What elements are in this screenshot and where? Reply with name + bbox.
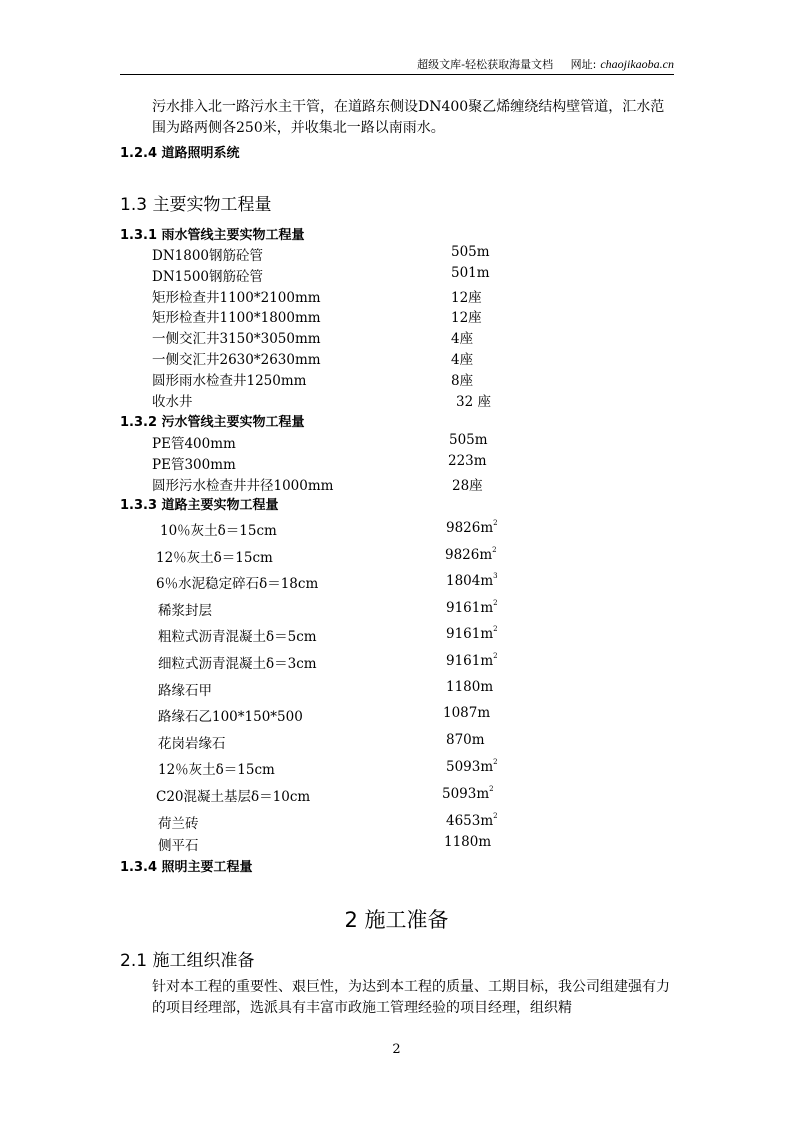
quantity-value: 28座 <box>452 477 483 494</box>
item-quantity <box>446 572 498 589</box>
item-name: 稀浆封层 <box>158 602 212 619</box>
item-name: 12％灰土δ＝15cm <box>158 762 275 779</box>
page-number: 2 <box>392 1042 401 1057</box>
quantity-value: 9161m <box>446 599 494 616</box>
item-quantity <box>449 432 488 448</box>
unit-superscript: 2 <box>493 625 498 634</box>
page-header <box>120 56 674 75</box>
item-name: 粗粒式沥青混凝土δ＝5cm <box>158 629 317 646</box>
item-name: 花岗岩缘石 <box>158 735 226 752</box>
quantity-value: 870m <box>446 731 485 748</box>
unit-superscript: 2 <box>489 785 494 793</box>
item-name: 矩形检查井1100*1800mm <box>152 310 321 327</box>
quantity-value: 5093m <box>442 786 490 802</box>
item-quantity <box>446 519 498 536</box>
item-quantity <box>448 453 487 469</box>
quantity-value: 4座 <box>451 331 474 348</box>
quantity-value: 9161m <box>446 626 494 643</box>
item-quantity <box>446 652 498 669</box>
item-name: 细粒式沥青混凝土δ＝3cm <box>158 656 317 672</box>
quantity-value: 1804m <box>446 573 494 590</box>
item-quantity <box>451 327 473 347</box>
quantity-value: 501m <box>451 264 490 281</box>
item-name: 荷兰砖 <box>158 815 199 832</box>
item-name: PE管400mm <box>152 436 236 452</box>
item-quantity <box>445 546 497 563</box>
quantity-value: 505m <box>449 432 488 448</box>
item-name: 6％水泥稳定碎石δ＝18cm <box>156 576 319 593</box>
item-quantity <box>451 244 490 260</box>
unit-superscript: 2 <box>493 519 498 527</box>
item-quantity <box>446 812 498 829</box>
item-quantity <box>446 625 498 642</box>
item-name: 一侧交汇井3150*3050mm <box>152 331 321 348</box>
quantity-value: 32 座 <box>456 393 491 410</box>
unit-superscript: 2 <box>493 758 498 767</box>
section-1-3-2-heading: 1.3.2 污水管线主要实物工程量 <box>120 415 305 430</box>
item-name: 路缘石甲 <box>158 682 212 699</box>
quantity-value: 505m <box>451 244 490 260</box>
item-name: DN1500钢筋砼管 <box>152 268 263 285</box>
header-url-label: 网址: <box>570 58 597 71</box>
item-quantity <box>456 390 491 410</box>
quantity-value: 1180m <box>446 678 494 695</box>
item-name: PE管300mm <box>152 456 236 473</box>
item-name: 10％灰土δ＝15cm <box>160 523 277 539</box>
section-1-2-4-heading: 1.2.4 道路照明系统 <box>120 146 240 161</box>
header-site-name: 超级文库-轻松获取海量文档 <box>417 58 554 71</box>
quantity-value: 223m <box>448 452 487 469</box>
section-2-1-paragraph: 针对本工程的重要性、艰巨性，为达到本工程的质量、工期目标，我公司组建强有力的项目经理部，选派具有丰富市政施工管理经验的项目经理，组织精 <box>152 979 670 1016</box>
quantity-value: 9161m <box>446 653 494 669</box>
item-name: 圆形污水检查井井径1000mm <box>152 477 334 494</box>
item-name: DN1800钢筋砼管 <box>152 248 263 264</box>
item-quantity <box>446 679 493 695</box>
item-quantity <box>451 348 473 368</box>
item-quantity <box>452 474 483 494</box>
item-quantity <box>446 732 485 748</box>
intro-paragraph: 污水排入北一路污水主干管，在道路东侧设DN400聚乙烯缠绕结构壁管道，汇水范围为路两侧各250米，并收集北一路以南雨水。 <box>152 99 665 136</box>
item-quantity <box>451 265 490 281</box>
unit-superscript: 2 <box>493 811 498 820</box>
chapter-2-title: 2 施工准备 <box>344 908 449 932</box>
quantity-value: 1180m <box>444 834 492 850</box>
unit-superscript: 2 <box>492 545 497 554</box>
section-2-1-heading: 2.1 施工组织准备 <box>120 951 255 971</box>
item-name: 圆形雨水检查井1250mm <box>152 372 307 389</box>
item-quantity <box>446 599 498 616</box>
section-1-3-4-heading: 1.3.4 照明主要工程量 <box>120 860 253 875</box>
item-name: 收水井 <box>152 393 193 410</box>
unit-superscript: 3 <box>493 572 498 581</box>
item-quantity <box>451 286 482 306</box>
quantity-value: 4653m <box>446 812 494 829</box>
quantity-value: 12座 <box>451 310 482 327</box>
item-name: 路缘石乙100*150*500 <box>158 709 303 726</box>
section-1-3-heading: 1.3 主要实物工程量 <box>120 195 272 215</box>
quantity-value: 9826m <box>446 520 494 536</box>
quantity-value: 12座 <box>451 289 482 306</box>
quantity-value: 9826m <box>445 546 493 563</box>
item-quantity <box>442 785 494 802</box>
item-name: 矩形检查井1100*2100mm <box>152 289 321 306</box>
quantity-value: 8座 <box>451 372 474 389</box>
item-quantity <box>451 369 473 389</box>
header-url[interactable]: chaojikaoba.cn <box>600 57 674 71</box>
section-1-3-3-heading: 1.3.3 道路主要实物工程量 <box>120 498 279 513</box>
item-name: 12％灰土δ＝15cm <box>156 549 273 566</box>
section-1-3-1-heading: 1.3.1 雨水管线主要实物工程量 <box>120 228 305 243</box>
item-name: C20混凝土基层δ＝10cm <box>156 789 311 805</box>
item-quantity <box>444 834 491 850</box>
item-name: 侧平石 <box>158 838 199 854</box>
unit-superscript: 2 <box>493 598 498 607</box>
unit-superscript: 2 <box>493 652 498 660</box>
quantity-value: 1087m <box>443 705 491 722</box>
item-quantity <box>446 758 498 775</box>
item-quantity <box>443 705 490 721</box>
item-quantity <box>451 306 482 326</box>
quantity-value: 5093m <box>446 759 494 776</box>
item-name: 一侧交汇井2630*2630mm <box>152 352 321 368</box>
quantity-value: 4座 <box>451 352 474 368</box>
